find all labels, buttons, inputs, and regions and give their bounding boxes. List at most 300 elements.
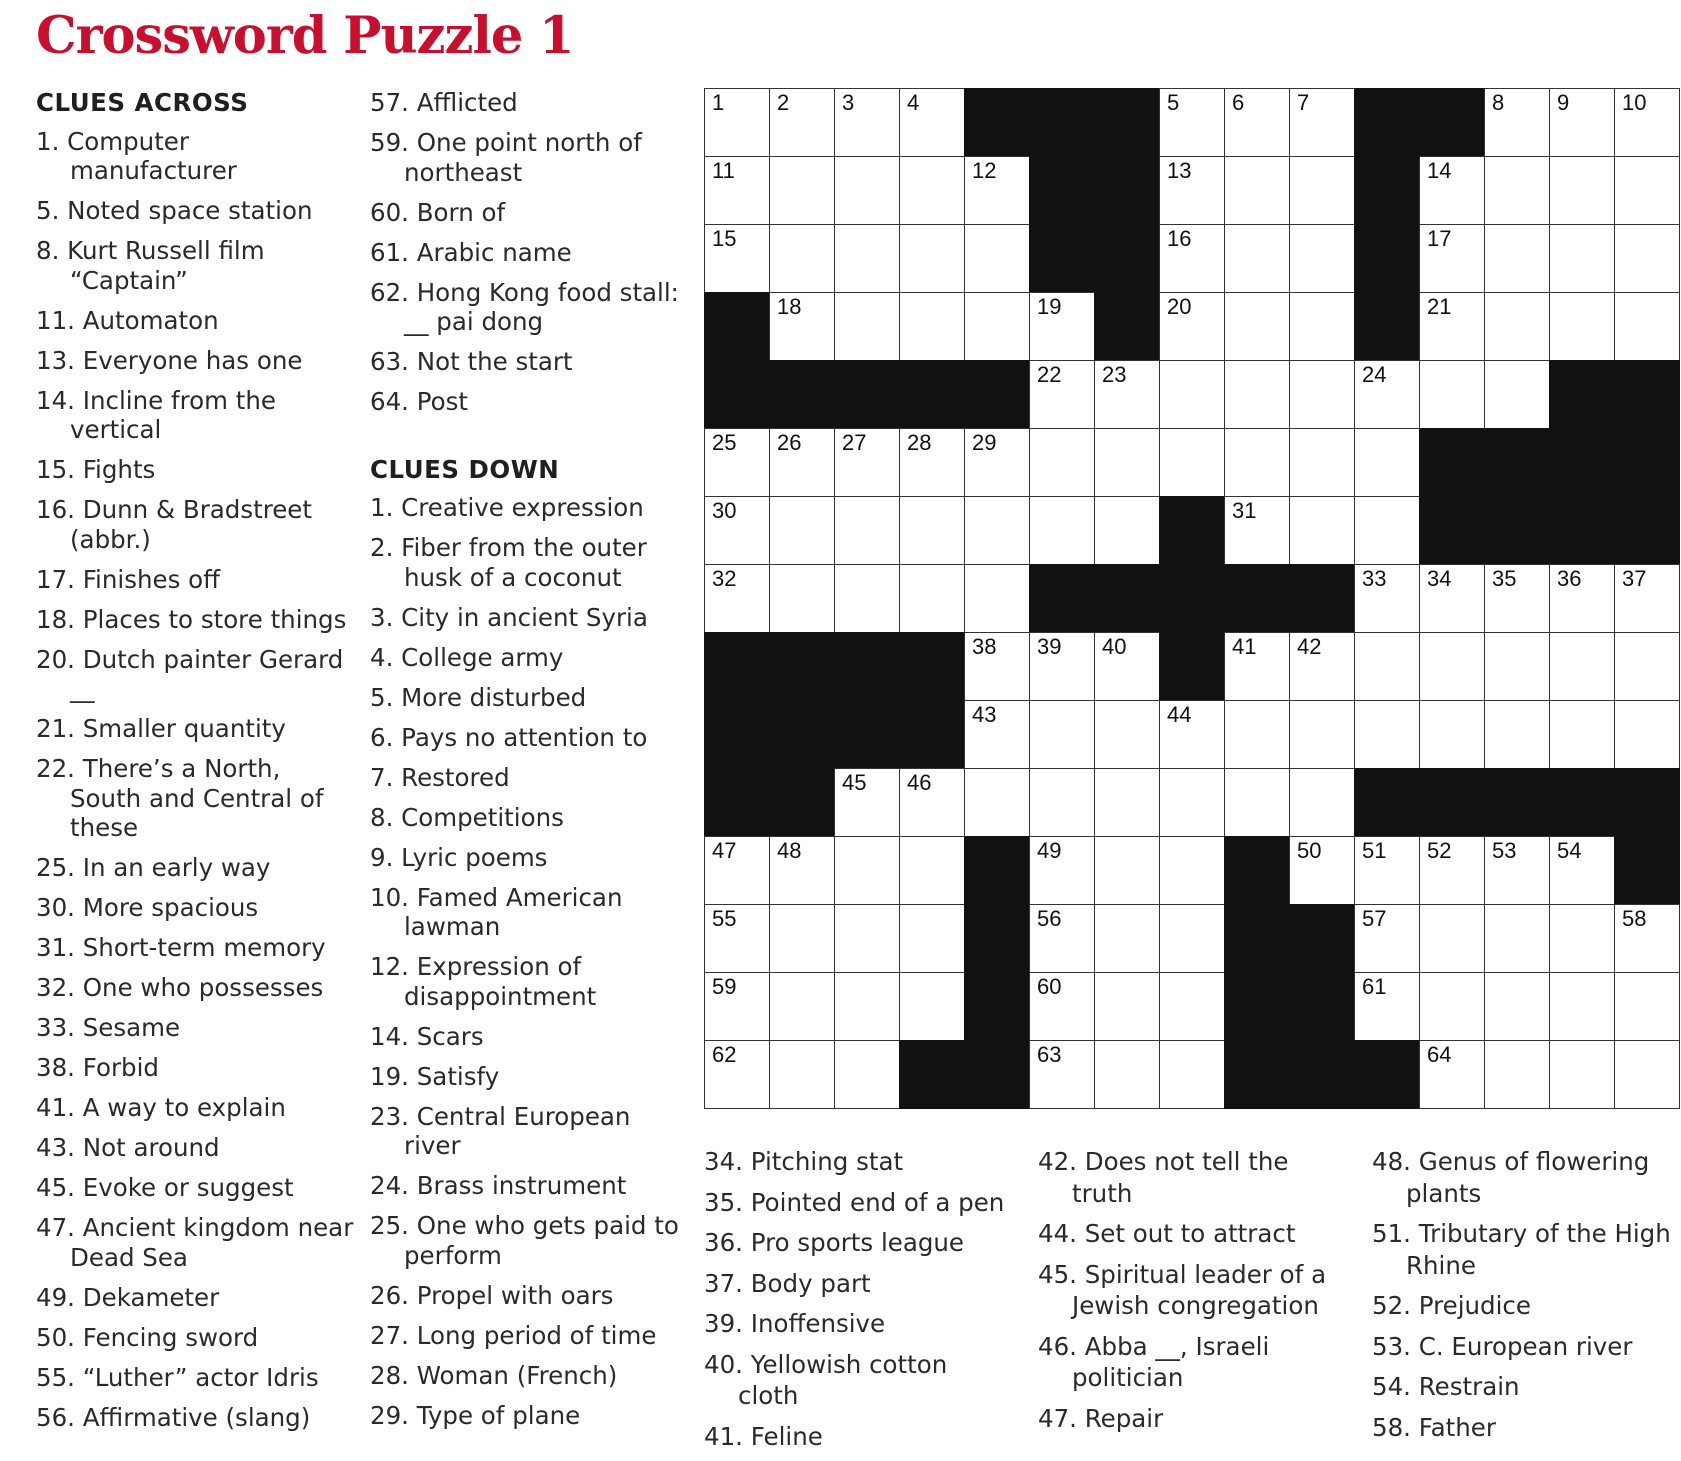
across-clue: 8. Kurt Russell film “Captain” xyxy=(36,236,265,295)
cell-number: 41 xyxy=(1232,634,1257,659)
grid-cell[interactable] xyxy=(834,836,900,905)
grid-block xyxy=(1419,88,1485,157)
down-clue-list-bottom-2 xyxy=(1038,1146,1338,1443)
across-clue: 38. Forbid xyxy=(36,1053,159,1082)
grid-cell[interactable] xyxy=(704,904,770,973)
down-clue: 39. Inoffensive xyxy=(704,1309,886,1338)
grid-cell[interactable] xyxy=(769,292,835,361)
down-clue: 4. College army xyxy=(370,642,564,672)
grid-cell[interactable] xyxy=(1614,224,1680,293)
grid-cell[interactable] xyxy=(899,972,965,1041)
cell-number: 22 xyxy=(1037,362,1062,387)
down-clue: 8. Competitions xyxy=(370,802,564,832)
grid-cell[interactable] xyxy=(704,564,770,633)
cell-number: 63 xyxy=(1037,1042,1062,1067)
down-clue: 19. Satisfy xyxy=(370,1061,500,1091)
grid-cell[interactable] xyxy=(1419,224,1485,293)
grid-cell[interactable] xyxy=(1484,836,1550,905)
across-clue: 1. Computer manufacturer xyxy=(36,126,237,185)
grid-cell[interactable] xyxy=(834,768,900,837)
grid-cell[interactable] xyxy=(1289,700,1355,769)
grid-block xyxy=(1289,1040,1355,1109)
grid-cell[interactable] xyxy=(769,972,835,1041)
clues-column-2 xyxy=(370,88,680,1441)
across-clue: 31. Short-term memory xyxy=(36,933,326,962)
cell-number: 21 xyxy=(1427,294,1452,319)
grid-cell[interactable] xyxy=(769,496,835,565)
grid-cell[interactable] xyxy=(1094,768,1160,837)
grid-block xyxy=(1614,836,1680,905)
grid-cell[interactable] xyxy=(1614,1040,1680,1109)
across-clue: 15. Fights xyxy=(36,455,156,484)
cell-number: 2 xyxy=(777,90,790,115)
grid-cell[interactable] xyxy=(1484,88,1550,157)
down-clue: 29. Type of plane xyxy=(370,1400,581,1430)
grid-block xyxy=(769,700,835,769)
grid-cell[interactable] xyxy=(1289,632,1355,701)
cell-number: 61 xyxy=(1362,974,1387,999)
grid-cell[interactable] xyxy=(964,496,1030,565)
grid-cell[interactable] xyxy=(1159,836,1225,905)
grid-block xyxy=(964,836,1030,905)
grid-cell[interactable] xyxy=(769,564,835,633)
grid-cell[interactable] xyxy=(964,564,1030,633)
grid-block xyxy=(1549,496,1615,565)
grid-block xyxy=(899,700,965,769)
grid-cell[interactable] xyxy=(1614,564,1680,633)
down-clue: 7. Restored xyxy=(370,762,510,792)
down-clue: 35. Pointed end of a pen xyxy=(704,1187,1005,1217)
cell-number: 12 xyxy=(972,158,997,183)
cell-number: 28 xyxy=(907,430,932,455)
grid-cell[interactable] xyxy=(899,496,965,565)
grid-block xyxy=(834,632,900,701)
grid-cell[interactable] xyxy=(899,768,965,837)
grid-cell[interactable] xyxy=(1029,1040,1095,1109)
down-clue: 12. Expression of disappointment xyxy=(370,952,597,1011)
grid-cell[interactable] xyxy=(1224,496,1290,565)
cell-number: 49 xyxy=(1037,838,1062,863)
grid-cell[interactable] xyxy=(1354,700,1420,769)
grid-cell[interactable] xyxy=(769,88,835,157)
grid-block xyxy=(704,700,770,769)
grid-cell[interactable] xyxy=(899,156,965,225)
grid-cell[interactable] xyxy=(1224,700,1290,769)
down-clue: 14. Scars xyxy=(370,1021,484,1051)
cell-number: 62 xyxy=(712,1042,737,1067)
grid-block xyxy=(769,768,835,837)
cell-number: 36 xyxy=(1557,566,1582,591)
across-clue: 63. Not the start xyxy=(370,347,573,376)
cell-number: 35 xyxy=(1492,566,1517,591)
grid-cell[interactable] xyxy=(1029,632,1095,701)
grid-block xyxy=(1484,428,1550,497)
grid-cell[interactable] xyxy=(1159,972,1225,1041)
grid-cell[interactable] xyxy=(1224,156,1290,225)
grid-cell[interactable] xyxy=(1419,836,1485,905)
grid-cell[interactable] xyxy=(1289,428,1355,497)
grid-cell[interactable] xyxy=(1614,88,1680,157)
grid-cell[interactable] xyxy=(1159,156,1225,225)
cell-number: 45 xyxy=(842,770,867,795)
grid-cell[interactable] xyxy=(1354,836,1420,905)
grid-cell[interactable] xyxy=(1094,972,1160,1041)
grid-cell[interactable] xyxy=(1549,224,1615,293)
grid-cell[interactable] xyxy=(1419,972,1485,1041)
grid-cell[interactable] xyxy=(1224,632,1290,701)
down-clue: 48. Genus of flowering plants xyxy=(1372,1147,1650,1208)
grid-block xyxy=(1224,904,1290,973)
grid-cell[interactable] xyxy=(1094,836,1160,905)
cell-number: 57 xyxy=(1362,906,1387,931)
grid-cell[interactable] xyxy=(1419,564,1485,633)
cell-number: 47 xyxy=(712,838,737,863)
grid-block xyxy=(1289,972,1355,1041)
down-clue: 28. Woman (French) xyxy=(370,1360,618,1390)
grid-block xyxy=(1224,1040,1290,1109)
grid-cell[interactable] xyxy=(1549,700,1615,769)
grid-cell[interactable] xyxy=(1094,428,1160,497)
cell-number: 25 xyxy=(712,430,737,455)
grid-cell[interactable] xyxy=(1549,904,1615,973)
grid-cell[interactable] xyxy=(704,224,770,293)
grid-cell[interactable] xyxy=(704,156,770,225)
grid-cell[interactable] xyxy=(1029,972,1095,1041)
grid-cell[interactable] xyxy=(769,224,835,293)
grid-cell[interactable] xyxy=(834,904,900,973)
grid-block xyxy=(1029,564,1095,633)
across-clue: 41. A way to explain xyxy=(36,1093,286,1122)
grid-cell[interactable] xyxy=(1419,156,1485,225)
across-clue-list-continued xyxy=(370,88,680,417)
grid-block xyxy=(899,632,965,701)
grid-block xyxy=(704,632,770,701)
grid-cell[interactable] xyxy=(1094,700,1160,769)
grid-cell[interactable] xyxy=(1094,360,1160,429)
grid-cell[interactable] xyxy=(899,564,965,633)
grid-cell[interactable] xyxy=(1224,768,1290,837)
grid-cell[interactable] xyxy=(1484,904,1550,973)
grid-cell[interactable] xyxy=(1549,88,1615,157)
grid-cell[interactable] xyxy=(1224,88,1290,157)
grid-cell[interactable] xyxy=(1549,972,1615,1041)
cell-number: 33 xyxy=(1362,566,1387,591)
grid-cell[interactable] xyxy=(834,972,900,1041)
cell-number: 14 xyxy=(1427,158,1452,183)
grid-cell[interactable] xyxy=(1289,496,1355,565)
grid-cell[interactable] xyxy=(1094,632,1160,701)
grid-cell[interactable] xyxy=(1419,292,1485,361)
grid-cell[interactable] xyxy=(964,700,1030,769)
grid-cell[interactable] xyxy=(1549,632,1615,701)
grid-cell[interactable] xyxy=(769,904,835,973)
grid-block xyxy=(704,360,770,429)
grid-block xyxy=(1224,972,1290,1041)
across-clue: 45. Evoke or suggest xyxy=(36,1173,294,1202)
down-clue: 44. Set out to attract xyxy=(1038,1219,1296,1248)
grid-cell[interactable] xyxy=(1354,428,1420,497)
grid-block xyxy=(1419,768,1485,837)
grid-cell[interactable] xyxy=(964,768,1030,837)
cell-number: 27 xyxy=(842,430,867,455)
grid-cell[interactable] xyxy=(964,156,1030,225)
grid-cell[interactable] xyxy=(964,632,1030,701)
cell-number: 6 xyxy=(1232,90,1245,115)
grid-cell[interactable] xyxy=(834,496,900,565)
grid-cell[interactable] xyxy=(769,156,835,225)
grid-block xyxy=(964,972,1030,1041)
grid-cell[interactable] xyxy=(1614,972,1680,1041)
grid-block xyxy=(1094,224,1160,293)
cell-number: 32 xyxy=(712,566,737,591)
grid-block xyxy=(1289,564,1355,633)
grid-cell[interactable] xyxy=(1159,700,1225,769)
grid-cell[interactable] xyxy=(964,292,1030,361)
grid-cell[interactable] xyxy=(1029,836,1095,905)
across-clue: 49. Dekameter xyxy=(36,1282,220,1312)
grid-cell[interactable] xyxy=(1029,904,1095,973)
grid-cell[interactable] xyxy=(1159,1040,1225,1109)
grid-block xyxy=(1094,88,1160,157)
grid-cell[interactable] xyxy=(899,88,965,157)
grid-cell[interactable] xyxy=(1224,360,1290,429)
grid-cell[interactable] xyxy=(704,496,770,565)
cell-number: 10 xyxy=(1622,90,1647,115)
grid-cell[interactable] xyxy=(834,156,900,225)
grid-cell[interactable] xyxy=(1159,292,1225,361)
across-clue: 64. Post xyxy=(370,387,469,416)
grid-cell[interactable] xyxy=(704,1040,770,1109)
grid-cell[interactable] xyxy=(1484,224,1550,293)
grid-cell[interactable] xyxy=(704,428,770,497)
grid-cell[interactable] xyxy=(1159,768,1225,837)
down-clue: 41. Feline xyxy=(704,1421,823,1451)
grid-cell[interactable] xyxy=(1614,632,1680,701)
grid-cell[interactable] xyxy=(899,836,965,905)
grid-block xyxy=(1549,360,1615,429)
cell-number: 20 xyxy=(1167,294,1192,319)
cell-number: 29 xyxy=(972,430,997,455)
grid-block xyxy=(1614,360,1680,429)
grid-cell[interactable] xyxy=(1484,1040,1550,1109)
cell-number: 40 xyxy=(1102,634,1127,659)
grid-cell[interactable] xyxy=(1549,564,1615,633)
down-clue: 40. Yellowish cotton cloth xyxy=(704,1349,948,1410)
grid-cell[interactable] xyxy=(769,836,835,905)
cell-number: 34 xyxy=(1427,566,1452,591)
grid-block xyxy=(1614,496,1680,565)
down-clue: 53. C. European river xyxy=(1372,1331,1633,1361)
grid-cell[interactable] xyxy=(1354,972,1420,1041)
grid-block xyxy=(769,632,835,701)
grid-cell[interactable] xyxy=(1029,360,1095,429)
cell-number: 59 xyxy=(712,974,737,999)
across-clue: 13. Everyone has one xyxy=(36,345,303,375)
across-clue-list xyxy=(36,127,356,1433)
grid-cell[interactable] xyxy=(704,836,770,905)
grid-cell[interactable] xyxy=(1289,292,1355,361)
grid-cell[interactable] xyxy=(1614,700,1680,769)
grid-cell[interactable] xyxy=(1289,768,1355,837)
grid-cell[interactable] xyxy=(1549,1040,1615,1109)
grid-cell[interactable] xyxy=(1289,224,1355,293)
grid-cell[interactable] xyxy=(964,224,1030,293)
grid-cell[interactable] xyxy=(1354,496,1420,565)
grid-cell[interactable] xyxy=(834,564,900,633)
across-clues-column xyxy=(36,88,356,1443)
grid-cell[interactable] xyxy=(1354,360,1420,429)
grid-cell[interactable] xyxy=(704,972,770,1041)
across-clue: 56. Affirmative (slang) xyxy=(36,1402,311,1432)
grid-cell[interactable] xyxy=(1484,972,1550,1041)
down-clue: 9. Lyric poems xyxy=(370,842,548,872)
grid-cell[interactable] xyxy=(1159,904,1225,973)
grid-cell[interactable] xyxy=(1549,836,1615,905)
cell-number: 46 xyxy=(907,770,932,795)
grid-cell[interactable] xyxy=(1224,428,1290,497)
down-clue: 6. Pays no attention to xyxy=(370,722,648,752)
cell-number: 43 xyxy=(972,702,997,727)
down-heading: CLUES DOWN xyxy=(370,454,560,484)
grid-cell[interactable] xyxy=(1029,768,1095,837)
grid-cell[interactable] xyxy=(1029,496,1095,565)
grid-cell[interactable] xyxy=(1419,904,1485,973)
down-clue: 2. Fiber from the outer husk of a coconut xyxy=(370,533,647,592)
grid-cell[interactable] xyxy=(1484,700,1550,769)
cell-number: 53 xyxy=(1492,838,1517,863)
grid-cell[interactable] xyxy=(1484,564,1550,633)
grid-cell[interactable] xyxy=(1614,292,1680,361)
grid-cell[interactable] xyxy=(769,1040,835,1109)
across-clue: 55. “Luther” actor Idris xyxy=(36,1362,319,1392)
grid-block xyxy=(1354,88,1420,157)
cell-number: 31 xyxy=(1232,498,1257,523)
grid-cell[interactable] xyxy=(1419,700,1485,769)
grid-cell[interactable] xyxy=(964,428,1030,497)
across-clue: 50. Fencing sword xyxy=(36,1322,259,1352)
down-clue-list-bottom-3 xyxy=(1372,1146,1672,1452)
grid-cell[interactable] xyxy=(704,88,770,157)
down-clue: 34. Pitching stat xyxy=(704,1147,904,1176)
grid-cell[interactable] xyxy=(1094,904,1160,973)
grid-cell[interactable] xyxy=(1029,428,1095,497)
down-clue: 36. Pro sports league xyxy=(704,1228,964,1257)
cell-number: 26 xyxy=(777,430,802,455)
grid-block xyxy=(1354,1040,1420,1109)
grid-cell[interactable] xyxy=(1484,632,1550,701)
grid-cell[interactable] xyxy=(834,1040,900,1109)
cell-number: 23 xyxy=(1102,362,1127,387)
grid-block xyxy=(899,1040,965,1109)
grid-block xyxy=(1549,428,1615,497)
grid-cell[interactable] xyxy=(1354,632,1420,701)
down-clue: 54. Restrain xyxy=(1372,1372,1520,1401)
grid-cell[interactable] xyxy=(1159,88,1225,157)
grid-cell[interactable] xyxy=(1029,700,1095,769)
grid-cell[interactable] xyxy=(1549,292,1615,361)
grid-cell[interactable] xyxy=(899,428,965,497)
grid-block xyxy=(1094,564,1160,633)
cell-number: 5 xyxy=(1167,90,1180,115)
grid-cell[interactable] xyxy=(1289,88,1355,157)
down-clue: 24. Brass instrument xyxy=(370,1171,627,1200)
down-clue: 26. Propel with oars xyxy=(370,1280,614,1310)
cell-number: 58 xyxy=(1622,906,1647,931)
grid-cell[interactable] xyxy=(1289,360,1355,429)
grid-cell[interactable] xyxy=(1289,156,1355,225)
grid-block xyxy=(834,700,900,769)
grid-cell[interactable] xyxy=(899,292,965,361)
grid-cell[interactable] xyxy=(1159,224,1225,293)
grid-block xyxy=(1419,428,1485,497)
grid-block xyxy=(1484,768,1550,837)
cell-number: 19 xyxy=(1037,294,1062,319)
grid-cell[interactable] xyxy=(834,88,900,157)
grid-cell[interactable] xyxy=(1614,904,1680,973)
grid-cell[interactable] xyxy=(834,224,900,293)
cell-number: 4 xyxy=(907,90,920,115)
grid-cell[interactable] xyxy=(899,224,965,293)
cell-number: 52 xyxy=(1427,838,1452,863)
grid-block xyxy=(1614,428,1680,497)
down-clue: 5. More disturbed xyxy=(370,682,587,712)
grid-cell[interactable] xyxy=(1224,224,1290,293)
grid-block xyxy=(964,1040,1030,1109)
cell-number: 11 xyxy=(712,158,735,183)
grid-cell[interactable] xyxy=(1094,496,1160,565)
down-clue: 52. Prejudice xyxy=(1372,1291,1531,1320)
grid-cell[interactable] xyxy=(1159,360,1225,429)
grid-cell[interactable] xyxy=(1484,156,1550,225)
grid-cell[interactable] xyxy=(1029,292,1095,361)
grid-cell[interactable] xyxy=(1354,904,1420,973)
grid-cell[interactable] xyxy=(1484,360,1550,429)
across-clue: 60. Born of xyxy=(370,197,506,227)
grid-cell[interactable] xyxy=(899,904,965,973)
grid-block xyxy=(1159,496,1225,565)
down-clue: 23. Central European river xyxy=(370,1101,631,1160)
grid-cell[interactable] xyxy=(1354,564,1420,633)
across-clue: 47. Ancient kingdom near Dead Sea xyxy=(36,1213,354,1272)
across-clue: 57. Afflicted xyxy=(370,88,518,117)
grid-cell[interactable] xyxy=(1094,1040,1160,1109)
cell-number: 37 xyxy=(1622,566,1647,591)
grid-block xyxy=(1029,88,1095,157)
across-clue: 61. Arabic name xyxy=(370,237,572,267)
grid-cell[interactable] xyxy=(1224,292,1290,361)
grid-cell[interactable] xyxy=(1419,1040,1485,1109)
across-clue: 16. Dunn & Bradstreet (abbr.) xyxy=(36,495,312,554)
grid-block xyxy=(1419,496,1485,565)
grid-cell[interactable] xyxy=(1159,428,1225,497)
cell-number: 17 xyxy=(1427,226,1452,251)
down-clue: 10. Famed American lawman xyxy=(370,882,623,941)
grid-cell[interactable] xyxy=(1419,360,1485,429)
across-clue: 43. Not around xyxy=(36,1133,220,1162)
down-clue-list xyxy=(370,493,680,1430)
down-clue: 37. Body part xyxy=(704,1268,871,1298)
grid-cell[interactable] xyxy=(1289,836,1355,905)
grid-cell[interactable] xyxy=(1419,632,1485,701)
grid-cell[interactable] xyxy=(1549,156,1615,225)
grid-cell[interactable] xyxy=(769,428,835,497)
cell-number: 48 xyxy=(777,838,802,863)
across-clue: 32. One who possesses xyxy=(36,973,324,1002)
grid-cell[interactable] xyxy=(834,428,900,497)
grid-cell[interactable] xyxy=(834,292,900,361)
grid-cell[interactable] xyxy=(1484,292,1550,361)
grid-cell[interactable] xyxy=(1614,156,1680,225)
